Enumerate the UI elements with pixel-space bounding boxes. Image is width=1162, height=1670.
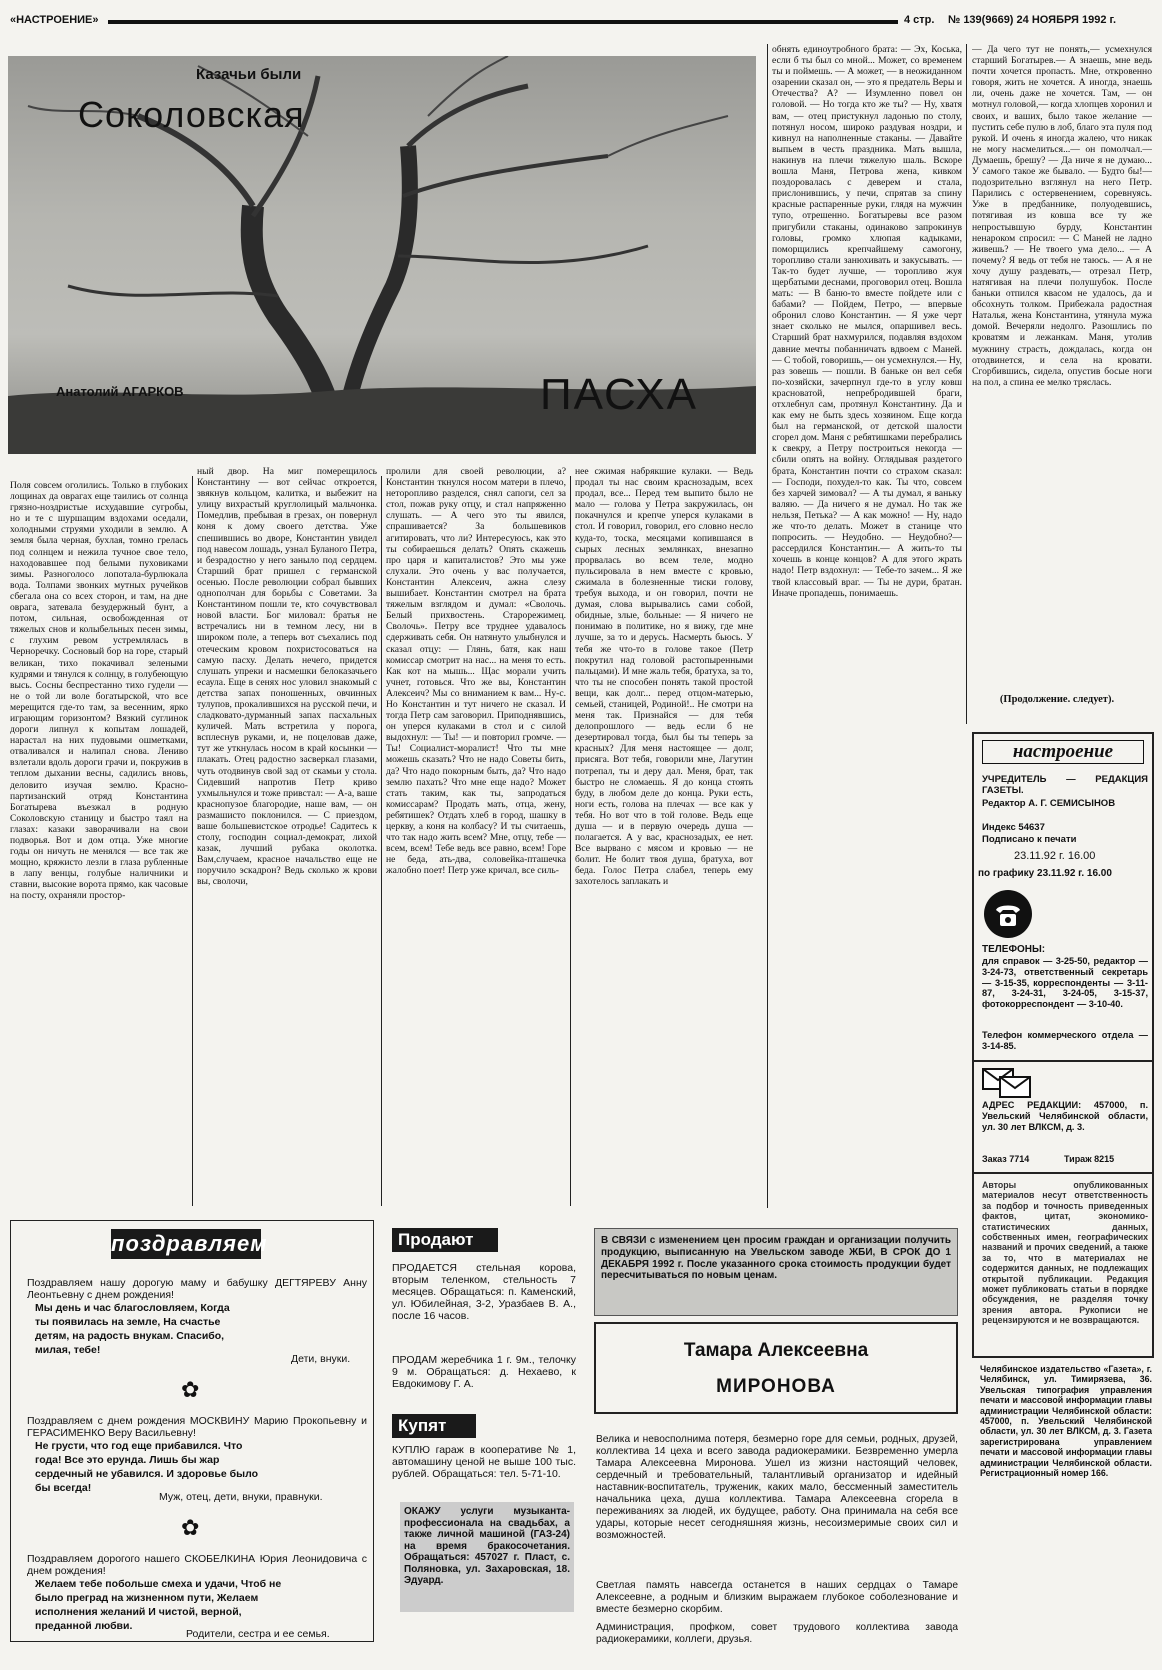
telephone-icon — [984, 890, 1032, 938]
column-divider — [966, 44, 967, 724]
notice-box: В СВЯЗИ с изменением цен просим граждан и организации получить продукцию, выписанную на Увельском заводе ЖБИ, В СРОК ДО 1 ДЕКАБРЯ 1992 г. После указанного срока стоимость продукции будет пересчитываться по новым ценам. — [594, 1228, 958, 1316]
greeting-2: Поздравляем с днем рождения МОСКВИНУ Марию Прокопьевну и ГЕРАСИМЕНКО Веру Васильевну! — [27, 1415, 367, 1439]
greeting-2-signature: Муж, отец, дети, внуки, правнуки. — [159, 1491, 323, 1503]
article-title-bottom: ПАСХА — [540, 370, 699, 419]
imprint-signed: Подписано к печати — [982, 834, 1077, 845]
greeting-1-verse: Мы день и час благословляем, Когда ты появилась на земле, На счастье детям, на радость внукам. Спасибо, милая, тебе! — [35, 1302, 230, 1356]
greeting-1-signature: Дети, внуки. — [291, 1353, 351, 1365]
imprint-phones-title: ТЕЛЕФОНЫ: — [982, 944, 1046, 955]
masthead-page: 4 стр. — [904, 14, 935, 26]
imprint-disclaimer: Авторы опубликованных материалов несут ответственность за подбор и точность приведенных фактов, цитат, экономико-статистических данных, собственных имен, географических названий и прочих сведений, а также за то, что в материалах не содержится данных, не подлежащих открытой публикации. Редакция может публиковать статьи в порядке обсуждения, не разделяя точку зрения автора. Рукописи не рецензируются и не возвращаются. — [982, 1180, 1148, 1326]
greeting-3-signature: Родители, сестра и ее семья. — [186, 1628, 330, 1640]
obituary-condolence: Светлая память навсегда останется в наших сердцах о Тамаре Алексеевне, а родным и близким выражаем глубокое соболезнование и вместе безмерно скорбим. — [596, 1580, 958, 1615]
article-title-top: Соколовская — [78, 94, 305, 135]
obituary-text: Велика и невосполнима потеря, безмерно горе для семьи, родных, друзей, коллектива 14 цеха и всего завода радиокерамики. Безвременно умерла Тамара Алексеевна Миронова. Ушел из жизни настоящий человек, сердечный и требовательный, талантливый организатор и идейный наставник-воспитатель, труженик, каких мало, бессменный заместитель начальника цеха, душа коллектива. Тамара Алексеевна сгорела в переживаниях за людей, их будущее, работу. Она принимала на себя все удары, которые несет сегодняшняя жизнь, несоизмеримые своих сил и возможностей. — [596, 1434, 958, 1541]
imprint-address: АДРЕС РЕДАКЦИИ: 457000, п. Увельский Челябинской области, ул. 30 лет ВЛКСМ, д. 3. — [982, 1100, 1148, 1132]
imprint-order: Заказ 7714 — [982, 1154, 1030, 1164]
column-divider — [192, 476, 193, 1206]
article-column-4: нее сжимая набрякшие кулаки. — Ведь продал ты нас своим краснозадым, всех продал, все... Перед тем выпито было не мало — голова у Петра закружилась, он покачнулся и крепче уперся кулаками в стол. И говорил, говорил, его словно несло куда-то, тоска, месяцами копившаяся в сырых лесных землянках, внезапно прорвалась во всем теле, модно пульсировала в нем вместе с кровью, сжимала в болезненные тиски голову, требуя выхода, и он говорил, почти не думая, слова вырывались сами собой, обидные, злые, больные: — Я ничего не понимаю в политике, но я вижу, где мне лучше, за то и дерусь. Насмерть бьюсь. У тебя же что-то в голове такое (Петр покрутил над головой растопыренными пальцами). И мне жаль тебя, братуха, за то, что ты не способен понять такой простой вещи, как долг... перед отцом-матерью, семьей, станицей, Родиной!.. Не смотри на меня так. Признайся — для тебя делопрошлого — ведь если б не дезертировал тогда, был бы ты теперь за красных? Для меня настоящее — долг, присяга. Вот тебя, говорили мне, Лагутин потрепал, ты и деру дал. Меня, брат, так быстро не сломаешь. Я до конца стоять буду, в любом деле до конца. Руки есть, ноги есть, голова на плечах — все как у тебя. Но вот что в той голове. Ведь еще душа — и в первую очередь душа — полагается. А у вас, краснозадых, ее нет. Все вырвано с мясом и кровью — не болит. Не болит твоя душа, братуха, вот беда. Голос Петра слабел, теперь ему захотелось заплакать и — [575, 466, 753, 888]
ad-sell-1: ПРОДАЕТСЯ стельная корова, вторым теленком, стельность 7 месяцев. Обращаться: п. Каменский, ул. Юбилейная, 3-2, Уразбаев В. А., после 16 часов. — [392, 1262, 576, 1322]
greeting-2-verse: Не грусти, что год еще прибавился. Что года! Все это ерунда. Лишь бы жар сердечный не убавился. И здоровье было бы всегда! — [35, 1440, 259, 1494]
article-column-1: Поля совсем оголились. Только в глубоких лощинах да оврагах еще таились от солнца грязно-ноздристые исхудавшие сугробы, но и те с шуршащим вздохами оседали, холодными струями уходили в землю. А земля была черная, бухлая, томно грелась под солнцем и нежила тучное свое тело, находовавшее под белыми пуховиками зимы. Разноголосо лопотала-бурлюкала вода. Толпами звонких мутных ручейков сбегала она со всех сторон, и там, на дне оврага, затевала безудержный бунт, а потом, сильная, освобожденная от тяжелых снов и колыбельных песен зимы, с глухим ревом устремлялась в Черноречку. Сосновый бор на горе, старый великан, тихо покачивал зелеными кудрями и тянулся к солнцу, в голубеющую высь. Сосны беспрестанно тихо гудели — не о той ли воле богатырской, что все мерещится где-то там, за весенним, ярко играющим горизонтом? Вязкий суглинок дороги липнул к копытам лошадей, нарастал на них пудовыми ошметками, отваливался и налипал снова. Лениво взлетали вдоль дороги грачи и, покружив в теплом дыхании весны, садились вновь, деловито изучая землю. Красно-партизанский отряд Константина Богатырева въезжал в родную Соколовскую станицу и быстро таял на глазах: казаки заворачивали на свои подворья. Вот и дом отца. Уже многие годы он ничуть не менялся — все так же мощно, кряжисто лезли в глаза рубленные в лапу венцы, голубые наличники и ставни, высокие ворота прямо, как часовые на посту, охраняли простор- — [10, 480, 188, 902]
imprint-box — [972, 732, 1154, 1358]
obituary-last-name: МИРОНОВА — [716, 1376, 836, 1397]
ads-buy-title: Купят — [392, 1414, 476, 1438]
flower-icon: ✿ — [181, 1377, 200, 1402]
imprint-editor: Редактор А. Г. СЕМИСЫНОВ — [982, 798, 1116, 809]
ads-sell-title: Продают — [392, 1228, 498, 1252]
greetings-box — [10, 1220, 374, 1642]
masthead-issue: № 139(9669) 24 НОЯБРЯ 1992 г. — [948, 14, 1117, 26]
ad-service: ОКАЖУ услуги музыканта-профессионала на свадьбах, а также личной машиной (ГАЗ-24) на время бракосочетания. Обращаться: 457027 г. Пласт, с. Поляновка, ул. Захаровская, 18. Эдуард. — [400, 1502, 574, 1612]
envelope-icon — [982, 1068, 1032, 1098]
column-divider — [767, 44, 768, 1208]
greeting-3: Поздравляем дорогого нашего СКОБЕЛКИНА Юрия Леонидовича с днем рождения! — [27, 1553, 367, 1577]
column-divider — [381, 476, 382, 1206]
greeting-3-verse: Желаем тебе побольше смеха и удачи, Чтоб не было преград на жизненном пути, Желаем исполнения желаний И чистой, верной, преданной любви. — [35, 1578, 282, 1632]
article-column-3: пролили для своей революции, а? Константин ткнулся носом матери в плечо, неторопливо разделся, снял сапоги, сел за стол, пожав руку отцу, и стал напряженно слушать. — А чего это ты явился, спрашивается? За большевиков агитировать, что ли? Интересуюсь, как это ты собираешься делать? Опять скажешь про царя и капиталистов? Это мы уже слухали. Это очень у вас получается, Константин Алексеич, ажна слезу вышибает. Константин смотрел на брата тяжелым взглядом и думал: «Сволочь. Белый прихвостень. Старорежимец. Сволочь». Петру все труднее удавалось сдерживать себя. Он натянуто улыбнулся и сказал отцу: — Глянь, батя, как наш комиссар смотрит на нас... на меня то есть. Как кот на мышь... Щас морали учить учнет, готовься. Что же вы, Константин Алексеич? Мы со вниманием к вам... Ну-с. Но Константин и тут ничего не сказал. И тогда Петр сам заговорил. Приподнявшись, он уперся кулаками в стол и с силой выдохнул: — Ты! — и повторил громче. — Ты! Социалист-моралист! Что ты мне можешь сказать? Что не надо Советы бить, да? Что надо покорным быть, да? Что надо землю пахать? Что мне еще надо? Может стать таким, как ты, запродаться комиссарам? Продать мать, отца, жену, ребятишек? Отдать хлеб в город, шашку в церкву, а коня на колбасу? И ты считаешь, что так надо жить всем? Мне, отцу, тебе — всем, всем! Тебе ведь все равно, всем! Горе не беда, ать-два, соловейка-пташечка жалобно поет! Петр уже кричал, все силь- — [386, 466, 566, 877]
imprint-logo: настроение — [982, 740, 1144, 764]
imprint-founder: УЧРЕДИТЕЛЬ — РЕДАКЦИЯ ГАЗЕТЫ. — [982, 774, 1148, 797]
greetings-title: поздравляем — [111, 1229, 261, 1259]
imprint-publisher: Челябинское издательство «Газета», г. Челябинск, ул. Тимирязева, 36. Увельская типография управления печати и массовой информации главы администрации Челябинской области: 457000, п. Увельский Челябинской области, ул. 30 лет ВЛКСМ, д. 3. Газета зарегистрирована управлением печати и массовой информации главы администрации Челябинской области. Регистрационный номер 166. — [980, 1364, 1152, 1479]
ad-sell-2: ПРОДАМ жеребчика 1 г. 9м., телочку 9 м. Обращаться: д. Нехаево, к Евдокимову Г. А. — [392, 1354, 576, 1390]
masthead-rule — [108, 20, 898, 24]
article-column-2: ный двор. На миг померещилось Константину — вот сейчас откроется, звякнув кольцом, калитка, и выбежит на улицу вихрастый круглолицый мальчонка. Помедлив, пребывая в грезах, он повернул коня к дому своего детства. Уже спешившись во дворе, Константин увидел под навесом лошадь, узнал Буланого Петра, и безрадостно у него заныло под сердцем. Старший брат пришел с германской осенью. После революции собрал бывших однополчан для борьбы с Советами. За Константином пошли те, кто сочувствовал новой власти. Бог миловал: братья не встречались ни в темном лесу, ни в широком поле, а теперь вот съехались под отеческим кровом похристосоваться на самую пасху. Делать нечего, придется слушать упреки и насмешки белоказачьего есаула. Еще в сенях нос уловил знакомый с детства запах поношенных, овчинных тулупов, прокалившихся на русской печи, и сладковато-дурманный запах пасхальных куличей. Мать встретила у порога, всплеснув руками, и, не поцеловав даже, тут же уткнулась носом в край косынки — плакать. Отец радостно засверкал глазами, чуть отодвинув свой зад от скамьи у стола. Сидевший напротив Петр криво ухмыльнулся и тоже привстал: — А-а, ваше краснопузое благородие, наше вам, — он размашисто поклонился. — С приездом, ваше большевистское отродье! Садитесь к столу, господин социал-демократ, лихой казак, лучший рубака околотка. Вам,случаем, красное начальство еще не поручило эскадрон? Ведь сколько ж крови вы, сволочи, — [197, 466, 377, 888]
obituary-box — [594, 1322, 958, 1414]
article-continued: (Продолжение. следует). — [999, 694, 1115, 705]
imprint-schedule: по графику 23.11.92 г. 16.00 — [978, 868, 1112, 879]
imprint-commercial: Телефон коммерческого отдела — 3-14-85. — [982, 1030, 1148, 1051]
imprint-signed-date: 23.11.92 г. 16.00 — [1014, 850, 1096, 862]
obituary-first-name: Тамара Алексеевна — [683, 1340, 869, 1361]
article-column-5: обнять единоутробного брата: — Эх, Коська, если б ты был со мной... Может, со временем ты и поймешь. — А может, — в неожиданном озарении сказал он, — это я предатель Веры и Отечества? А? — Изумленно повел он головой. — Но тогда кто же ты? — Ну, хватя вам, — отец пристукнул ладонью по столу, потянул носом, широко раздувая ноздри, и кивнул на наполненные стаканы. — Давайте выпьем в честь праздника. Мать вышла, накинув на плечи тяжелую шаль. Вскоре вошла Маня, Петрова жена, кивком поздоровалась с деверем и стала, прислонившись, у печи, спрятав за спину красные распаренные руки, глядя на мужчин тупо, отрешенно. Богатыревы все разом пригубили стаканы, одинаково запрокинув головы, громко хлюпая кадыками, поморщились крепчайшему самогону, торопливо стали занюхивать и закусывать. — Так-то будет лучше, — торопливо жуя щербатыми деснами, проговорил отец. Вошла мать: — В баню-то вместе пойдете или с бабами? — Пойдем, Петро, — впервые обронил слово Константин. — Я уже черт знает сколько не мылся, опаршивел весь. Старший брат нахмурился, подавляя вздохом давние мечты побанничать вдвоем с Маней. — С тобой, говоришь,— он усмехнулся.— Ну, раз зовешь — пошли. В баньке он вел себя по-хозяйски, зачерпнул где-то в углу ковш красноватой, непребродившей браги, отхлебнул сам, протянул Константину. Да и как ему не быть здесь хозяином. Еще когда был на германской, от детской шалости сгорел дом. Маня с ребятишками перебрались к свекру, а Петру построиться некогда — сбили опять на войну. Оглядывая раздетого брата, Константин почти со страхом сказал: — Господи, похудел-то как. Ты что, совсем без харчей зимовал? — А ты думал, я ваньку валяю. — Да ничего я не думал. Но так же нельзя, Петька? — А как можно! — Ну, надо же что-то делать. Может в станице что попросить. — Неудобно. — Неудобно?— рассердился Константин.— А жить-то ты хочешь в конце концов? А для этого жрать надо! Петр вздохнул: — Тебе-то зачем... Я же твой классовый враг. — Ты не дури, братан. Иначе пропадешь, понимаешь. — [772, 44, 962, 599]
imprint-divider — [974, 1172, 1154, 1174]
greeting-1: Поздравляем нашу дорогую маму и бабушку ДЕГТЯРЕВУ Анну Леонтьевну с днем рождения! — [27, 1277, 367, 1301]
column-divider — [570, 476, 571, 1206]
article-kicker: Казачьи были — [196, 66, 302, 83]
imprint-index: Индекс 54637 — [982, 822, 1045, 833]
flower-icon: ✿ — [181, 1515, 200, 1540]
imprint-phones: для справок — 3-25-50, редактор — 3-24-73, ответственный секретарь — 3-15-35, корреспонденты — 3-11-87, 3-24-31, 3-24-05, 3-15-37, фотокорреспондент — 3-10-40. — [982, 956, 1148, 1010]
obituary-signature: Администрация, профком, совет трудового коллектива завода радиокерамики, коллеги, друзья. — [596, 1622, 958, 1645]
article-author: Анатолий АГАРКОВ — [56, 384, 184, 399]
imprint-print-run: Тираж 8215 — [1064, 1154, 1115, 1164]
ad-buy-1: КУПЛЮ гараж в кооперативе № 1, автомашину ценой не выше 100 тыс. рублей. Обращаться: тел. 5-71-10. — [392, 1444, 576, 1480]
imprint-divider — [974, 1060, 1154, 1062]
article-column-6: — Да чего тут не понять,— усмехнулся старший Богатырев.— А знаешь, мне ведь почти хочется пропасть. Мне, откровенно говоря, жить не хочется. А иногда, знаешь ли, очень даже не хочется. Там, — он мотнул головой,— когда хлопцев хоронил и своих, и ваших, было такое желание — пустить себе пулю в лоб, благо эта пуля под рукой. И очень я иногда жалею, что никак не могу насмелиться...— он помолчал.— Думаешь, брешу? — Да ниче я не думаю... У самого такое же бывало. — Будто бы!— подозрительно взглянул на него Петр. Парились с остервенением, соревнуясь. Уже в предбаннике, полуодевшись, потягивая из ковша все ту же непростывшую бурду, Константин ненароком спросил: — С Маней не ладно живешь? — Не твоего ума дело... — А почему? Я ведь от тебя не таюсь. — А я не хочу душу раздевать,— отрезал Петр, натягивая на плечи полушубок. После баньки отпился квасом не удалось, да и обсохнуть толком. Прибежала радостная Наталья, жена Константина, утянула мужа домой. Вечеряли недолго. Разошлись по кроватям и лежанкам. Маня, утолив мужнину страсть, дождалась, когда он отодвинется, и села на кровати. Сгорбившись, сидела, опустив босые ноги на пол, а спина ее мелко тряслась. — [972, 44, 1152, 388]
masthead-paper-name: «НАСТРОЕНИЕ» — [10, 14, 99, 26]
